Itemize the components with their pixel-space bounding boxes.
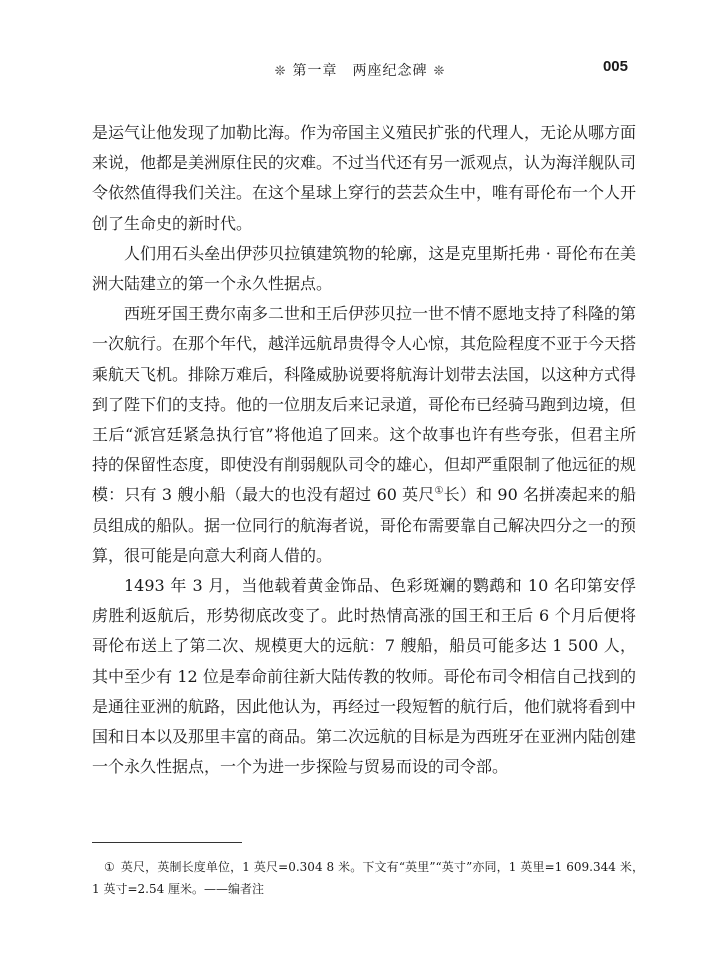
paragraph-4: 1493 年 3 月，当他载着黄金饰品、色彩斑斓的鹦鹉和 10 名印第安俘虏胜利返航后，形势彻底改变了。此时热情高涨的国王和王后 6 个月后便将哥伦布送上了第二次、规模更大的远航：7 艘船，船员可能多达 1 500 人，其中至少有 12 位是奉命前往新大陆传教的牧师。哥伦布司令相信自己找到的是通往亚洲的航路，因此他认为，再经过一段短暂的航行后，他们就将看到中国和日本以及那里丰富的商品。第二次远航的目标是为西班牙在亚洲内陆创建一个永久性据点，一个为进一步探险与贸易而设的司令部。 (92, 576, 637, 777)
paragraph-2: 人们用石头垒出伊莎贝拉镇建筑物的轮廓，这是克里斯托弗 · 哥伦布在美洲大陆建立的第一个永久性据点。 (92, 243, 636, 294)
main-text (92, 118, 636, 782)
ornament-left-icon: ❊ (274, 64, 287, 79)
ornament-right-icon: ❊ (433, 64, 446, 79)
footnote (92, 856, 644, 900)
page-number: 005 (602, 58, 628, 75)
footnote-text: 英尺，英制长度单位，1 英尺=0.304 8 米。下文有“英里”“英寸”亦同，1 英里=1 609.344 米，1 英寸=2.54 厘米。——编者注 (92, 860, 644, 896)
paragraph-3 (92, 299, 636, 571)
running-header (0, 58, 720, 82)
paragraph-3-part-a: 西班牙国王费尔南多二世和王后伊莎贝拉一世不情不愿地支持了科隆的第一次航行。在那个年代，越洋远航昂贵得令人心惊，其危险程度不亚于今天搭乘航天飞机。排除万难后，科隆威胁说要将航海计划带去法国，以这种方式得到了陛下们的支持。他的一位朋友后来记录道，哥伦布已经骑马跑到边境，但王后“派宫廷紧急执行官”将他追了回来。这个故事也许有些夸张，但君主所持的保留性态度，即使没有削弱舰队司令的雄心，但却严重限制了他远征的规模：只有 3 艘小船（最大的也没有超过 60 英尺 (92, 304, 637, 505)
footnote-marker: ① (104, 860, 115, 874)
footnote-ref[interactable]: ① (434, 486, 444, 498)
footnote-divider (92, 842, 242, 843)
paragraph-3-part-b: 长）和 90 名拼凑起来的船员组成的船队。据一位同行的航海者说，哥伦布需要靠自己解决四分之一的预算，很可能是向意大利商人借的。 (92, 485, 637, 565)
paragraph-1: 是运气让他发现了加勒比海。作为帝国主义殖民扩张的代理人，无论从哪方面来说，他都是美洲原住民的灾难。不过当代还有另一派观点，认为海洋舰队司令依然值得我们关注。在这个星球上穿行的芸芸众生中，唯有哥伦布一个人开创了生命史的新时代。 (92, 123, 637, 233)
chapter-title-text: 第一章 两座纪念碑 (292, 63, 428, 79)
